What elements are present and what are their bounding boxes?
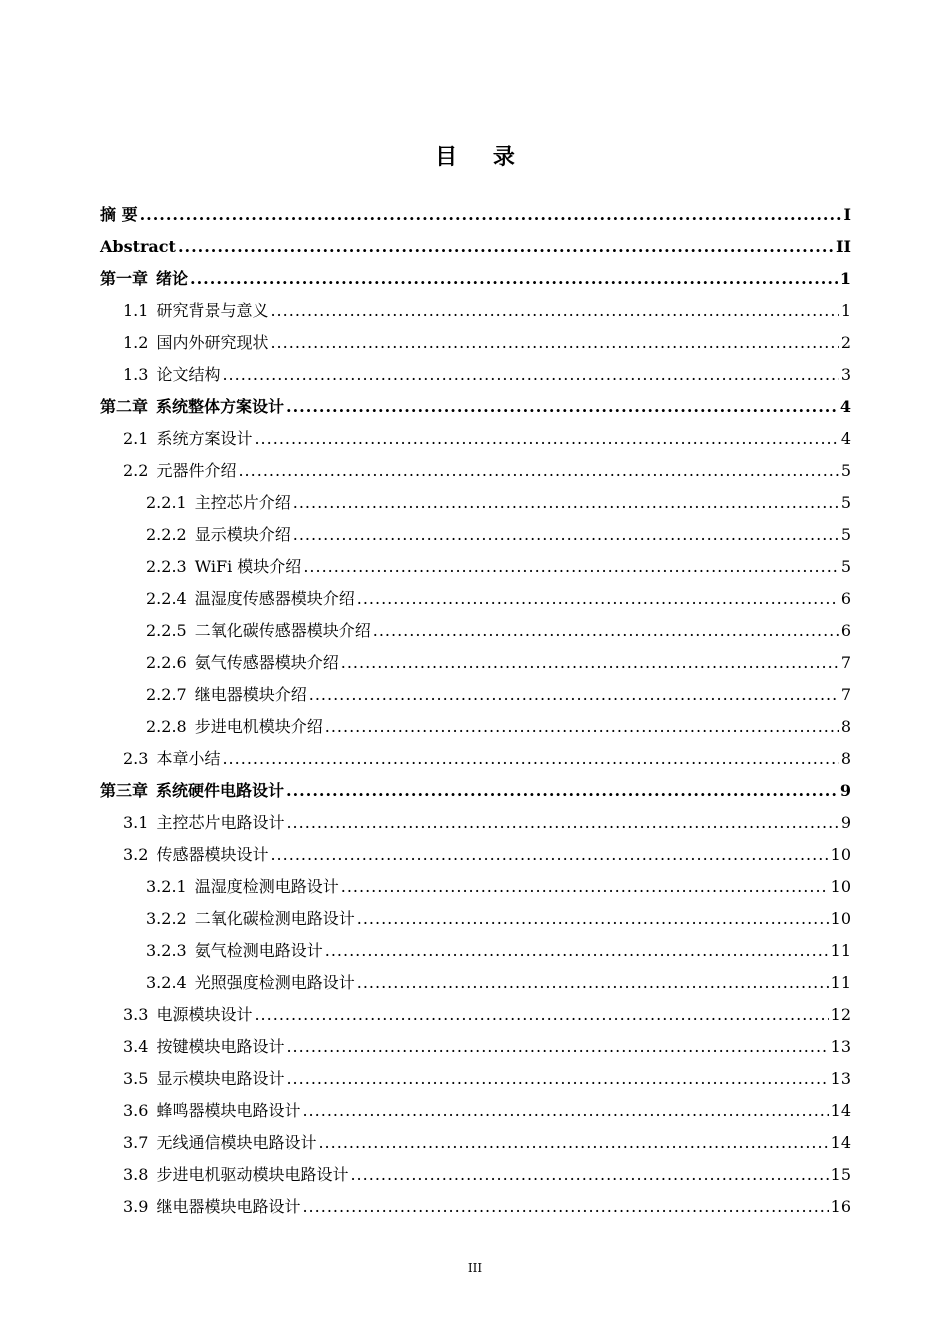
toc-entry-page: 9 — [840, 813, 851, 832]
toc-entry[interactable] — [100, 807, 851, 839]
toc-entry-number: 3.9 — [123, 1197, 149, 1216]
toc-entry-title: 本章小结 — [156, 749, 221, 768]
toc-dot-leader — [178, 231, 834, 263]
toc-entry-page: 4 — [840, 429, 851, 448]
toc-entry-title: 传感器模块设计 — [156, 845, 269, 864]
toc-entry-number: 3.8 — [123, 1165, 149, 1184]
toc-entry[interactable] — [100, 775, 851, 807]
toc-entry-title: Abstract — [100, 237, 176, 256]
toc-entry-page: 8 — [840, 717, 851, 736]
toc-entry-number: 3.2.3 — [146, 941, 187, 960]
toc-entry-number: 3.7 — [123, 1133, 149, 1152]
toc-entry-number: 2.2.7 — [146, 685, 187, 704]
toc-entry-title: 研究背景与意义 — [156, 301, 269, 320]
toc-entry-page: 7 — [840, 653, 851, 672]
toc-dot-leader — [293, 519, 839, 551]
toc-dot-leader — [325, 711, 839, 743]
toc-entry[interactable] — [100, 519, 851, 551]
toc-entry[interactable] — [100, 199, 851, 231]
toc-dot-leader — [325, 935, 829, 967]
toc-dot-leader — [222, 743, 838, 775]
toc-dot-leader — [303, 551, 839, 583]
toc-dot-leader — [286, 775, 838, 807]
toc-dot-leader — [270, 327, 838, 359]
toc-entry-number: 第二章 — [100, 397, 149, 416]
toc-dot-leader — [286, 1031, 828, 1063]
toc-entry-page: 3 — [840, 365, 851, 384]
toc-title: 目 录 — [435, 144, 529, 170]
toc-entry-page: 5 — [840, 461, 851, 480]
toc-entry-title: 温湿度传感器模块介绍 — [194, 589, 355, 608]
toc-entry-title: 绪论 — [156, 269, 189, 288]
toc-entry-number: 第一章 — [100, 269, 149, 288]
toc-entry-number: 1.3 — [123, 365, 149, 384]
toc-entry[interactable] — [100, 487, 851, 519]
toc-entry[interactable] — [100, 615, 851, 647]
toc-dot-leader — [318, 1127, 828, 1159]
toc-entry-page: 2 — [840, 333, 851, 352]
toc-entry-title: 继电器模块介绍 — [194, 685, 307, 704]
toc-entry-title: 光照强度检测电路设计 — [194, 973, 355, 992]
toc-entry-page: 11 — [830, 973, 851, 992]
toc-entry-page: 10 — [830, 877, 851, 896]
toc-dot-leader — [140, 199, 842, 231]
toc-entry[interactable] — [100, 1127, 851, 1159]
toc-entry[interactable] — [100, 391, 851, 423]
toc-entry-title: 步进电机驱动模块电路设计 — [156, 1165, 349, 1184]
toc-entry[interactable] — [100, 295, 851, 327]
toc-entry-page: 7 — [840, 685, 851, 704]
toc-entry-title: WiFi 模块介绍 — [194, 557, 302, 576]
toc-entry-number: 2.1 — [123, 429, 149, 448]
toc-entry-title: 二氧化碳传感器模块介绍 — [194, 621, 371, 640]
toc-entry[interactable] — [100, 839, 851, 871]
toc-entry-title: 主控芯片介绍 — [194, 493, 291, 512]
toc-entry-number: 3.5 — [123, 1069, 149, 1088]
toc-entry[interactable] — [100, 711, 851, 743]
toc-dot-leader — [286, 807, 838, 839]
toc-entry-number: 2.3 — [123, 749, 149, 768]
toc-entry-title: 系统整体方案设计 — [156, 397, 285, 416]
toc-entry-page: 11 — [830, 941, 851, 960]
toc-entry-number: 2.2.5 — [146, 621, 187, 640]
toc-entry[interactable] — [100, 967, 851, 999]
toc-entry-page: 5 — [840, 557, 851, 576]
toc-entry-page: 5 — [840, 525, 851, 544]
toc-entry[interactable] — [100, 1191, 851, 1223]
toc-dot-leader — [302, 1095, 828, 1127]
toc-entry[interactable] — [100, 1095, 851, 1127]
toc-dot-leader — [238, 455, 838, 487]
toc-entry[interactable] — [100, 551, 851, 583]
toc-entry-page: 1 — [839, 269, 851, 288]
toc-entry-number: 3.2.2 — [146, 909, 187, 928]
toc-dot-leader — [341, 871, 829, 903]
toc-entry[interactable] — [100, 1159, 851, 1191]
toc-entry-page: 12 — [830, 1005, 851, 1024]
toc-dot-leader — [350, 1159, 828, 1191]
toc-entry-number: 2.2 — [123, 461, 149, 480]
toc-entry-number: 3.2 — [123, 845, 149, 864]
toc-entry[interactable] — [100, 359, 851, 391]
toc-entry-page: 9 — [839, 781, 851, 800]
toc-entry-number: 1.2 — [123, 333, 149, 352]
toc-entry-title: 国内外研究现状 — [156, 333, 269, 352]
toc-entry-page: II — [836, 237, 851, 256]
toc-entry-number: 2.2.6 — [146, 653, 187, 672]
toc-dot-leader — [270, 839, 828, 871]
toc-dot-leader — [270, 295, 838, 327]
toc-entry-number: 1.1 — [123, 301, 149, 320]
toc-entry-number: 2.2.2 — [146, 525, 187, 544]
toc-dot-leader — [286, 391, 838, 423]
toc-entry[interactable] — [100, 1063, 851, 1095]
toc-dot-leader — [357, 583, 839, 615]
toc-entry-title: 系统硬件电路设计 — [156, 781, 285, 800]
toc-entry[interactable] — [100, 583, 851, 615]
toc-entry-page: 15 — [830, 1165, 851, 1184]
toc-entry-page: I — [843, 205, 851, 224]
toc-entry[interactable] — [100, 231, 851, 263]
toc-dot-leader — [357, 967, 829, 999]
toc-entry-title: 论文结构 — [156, 365, 221, 384]
toc-dot-leader — [341, 647, 839, 679]
toc-entry[interactable] — [100, 647, 851, 679]
toc-entry-number: 2.2.3 — [146, 557, 187, 576]
toc-entry-number: 3.3 — [123, 1005, 149, 1024]
toc-entry-title: 温湿度检测电路设计 — [194, 877, 339, 896]
toc-dot-leader — [357, 903, 829, 935]
toc-entry-title: 系统方案设计 — [156, 429, 253, 448]
toc-dot-leader — [286, 1063, 828, 1095]
toc-entry-number: 3.6 — [123, 1101, 149, 1120]
toc-entry-page: 16 — [830, 1197, 851, 1216]
toc-entry-page: 13 — [830, 1037, 851, 1056]
toc-entry-page: 10 — [830, 845, 851, 864]
toc-entry-number: 3.1 — [123, 813, 149, 832]
toc-entry-title: 氨气传感器模块介绍 — [194, 653, 339, 672]
toc-entry-title: 无线通信模块电路设计 — [156, 1133, 317, 1152]
toc-entry-title: 元器件介绍 — [156, 461, 237, 480]
page-number: III — [467, 1261, 483, 1275]
toc-entry-page: 5 — [840, 493, 851, 512]
toc-entry-title: 继电器模块电路设计 — [156, 1197, 301, 1216]
toc-entry-title: 蜂鸣器模块电路设计 — [156, 1101, 301, 1120]
toc-entry[interactable] — [100, 1031, 851, 1063]
toc-entry-page: 1 — [840, 301, 851, 320]
toc-entry[interactable] — [100, 935, 851, 967]
toc-entry-page: 13 — [830, 1069, 851, 1088]
toc-entry-number: 第三章 — [100, 781, 149, 800]
toc-entry-title: 二氧化碳检测电路设计 — [194, 909, 355, 928]
toc-entry[interactable] — [100, 263, 851, 295]
toc-entry-number: 3.4 — [123, 1037, 149, 1056]
toc-entry[interactable] — [100, 327, 851, 359]
toc-entry[interactable] — [100, 455, 851, 487]
toc-entry[interactable] — [100, 423, 851, 455]
toc-list — [100, 199, 851, 1223]
toc-entry-page: 14 — [830, 1101, 851, 1120]
toc-dot-leader — [190, 263, 838, 295]
toc-entry-page: 8 — [840, 749, 851, 768]
toc-entry-page: 10 — [830, 909, 851, 928]
toc-dot-leader — [302, 1191, 828, 1223]
toc-dot-leader — [254, 999, 828, 1031]
toc-entry-number: 3.2.4 — [146, 973, 187, 992]
toc-entry-title: 氨气检测电路设计 — [194, 941, 323, 960]
toc-entry-title: 显示模块介绍 — [194, 525, 291, 544]
toc-entry-page: 6 — [840, 589, 851, 608]
toc-entry[interactable] — [100, 871, 851, 903]
toc-entry-page: 4 — [839, 397, 851, 416]
toc-entry-number: 3.2.1 — [146, 877, 187, 896]
toc-entry-page: 14 — [830, 1133, 851, 1152]
toc-dot-leader — [222, 359, 838, 391]
toc-dot-leader — [309, 679, 839, 711]
toc-entry-number: 2.2.4 — [146, 589, 187, 608]
toc-entry-title: 显示模块电路设计 — [156, 1069, 285, 1088]
toc-entry-page: 6 — [840, 621, 851, 640]
toc-entry-title: 步进电机模块介绍 — [194, 717, 323, 736]
toc-entry[interactable] — [100, 743, 851, 775]
toc-entry-number: 2.2.8 — [146, 717, 187, 736]
toc-dot-leader — [254, 423, 838, 455]
toc-entry-title: 主控芯片电路设计 — [156, 813, 285, 832]
toc-entry-title: 电源模块设计 — [156, 1005, 253, 1024]
toc-entry[interactable] — [100, 903, 851, 935]
toc-dot-leader — [373, 615, 839, 647]
toc-entry-number: 2.2.1 — [146, 493, 187, 512]
toc-entry[interactable] — [100, 999, 851, 1031]
toc-entry-title: 按键模块电路设计 — [156, 1037, 285, 1056]
toc-entry-title: 摘 要 — [100, 205, 138, 224]
toc-entry[interactable] — [100, 679, 851, 711]
toc-dot-leader — [293, 487, 839, 519]
